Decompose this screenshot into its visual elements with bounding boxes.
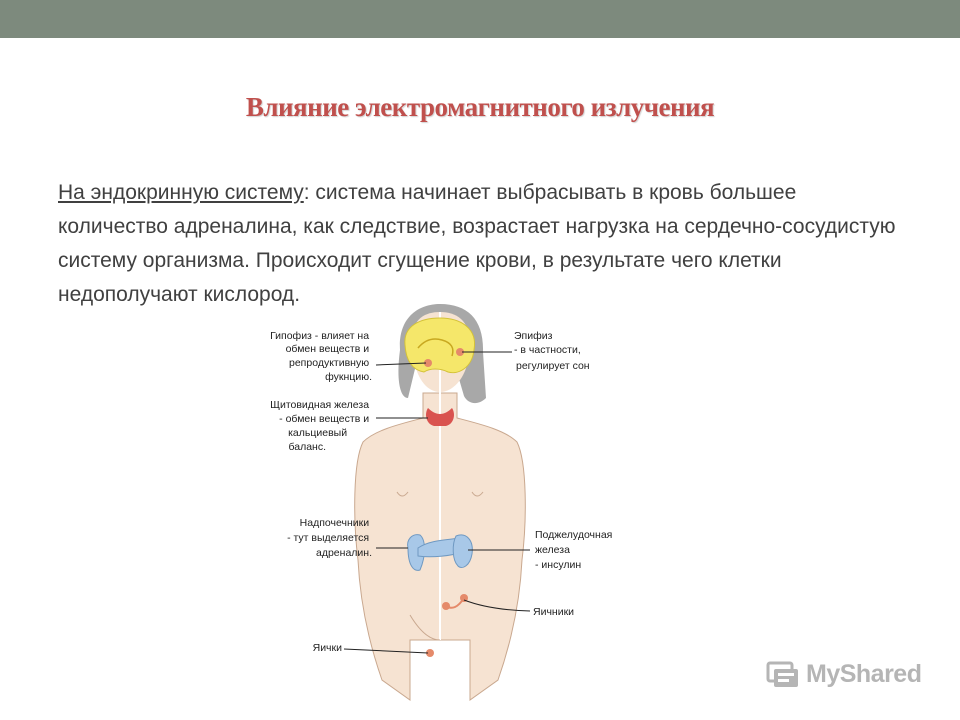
label-line: адреналин. <box>316 547 372 559</box>
label-line: железа <box>535 544 570 556</box>
body-text: : система начинает выбрасывать в кровь большее количество адреналина, как следствие, возрастает нагрузка на сердечно-сосудистую систему организма. Происходит сгущение крови, в результате чего клетки недополучают кислород. <box>58 181 896 306</box>
label-line: Поджелудочная <box>535 529 613 541</box>
brain <box>405 318 475 373</box>
label-testes <box>313 642 343 654</box>
label-line: Надпочечники <box>299 517 370 529</box>
adrenal-gland-right <box>453 535 472 568</box>
label-line: Яичники <box>533 606 575 618</box>
label-line: Эпифиз <box>514 330 553 342</box>
label-line: - инсулин <box>535 559 582 571</box>
label-line: Гипофиз - влияет на <box>270 330 370 342</box>
body-underlined-phrase: На эндокринную систему <box>58 181 304 204</box>
label-adrenal <box>287 517 372 559</box>
myshared-logo-icon <box>766 659 800 689</box>
slide-title: Влияние электромагнитного излучения <box>245 92 715 122</box>
label-line: Щитовидная железа <box>270 399 370 411</box>
label-pineal <box>514 330 590 372</box>
label-line: обмен веществ и <box>285 343 370 355</box>
label-line: кальциевый <box>288 427 348 439</box>
label-pancreas <box>535 529 615 571</box>
label-pituitary <box>270 330 372 383</box>
label-line: баланс. <box>288 441 326 453</box>
label-line: репродуктивную <box>289 357 370 369</box>
label-line: - обмен веществ и <box>279 413 370 425</box>
watermark-text: MyShared <box>806 659 922 688</box>
watermark <box>766 654 921 694</box>
label-ovaries <box>533 606 574 618</box>
label-line: Яички <box>312 642 342 654</box>
label-thyroid <box>270 399 372 453</box>
label-line: - тут выделяется <box>287 532 370 544</box>
label-line: регулирует сон <box>516 360 590 372</box>
label-line: - в частности, <box>514 344 581 356</box>
label-line: фукнцию. <box>325 371 372 383</box>
